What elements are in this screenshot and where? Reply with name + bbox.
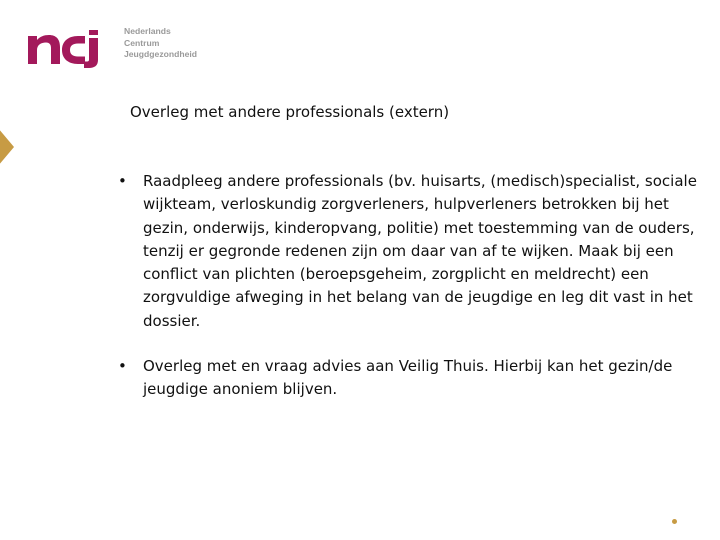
bullet-list — [118, 170, 698, 402]
logo-line: Jeugdgezondheid — [124, 49, 198, 59]
page-indicator-dot — [672, 519, 677, 524]
ncj-logo-mark-icon — [28, 30, 118, 68]
bullet-item — [118, 355, 698, 402]
ncj-logo — [28, 24, 208, 70]
bullet-text: Overleg met en vraag advies aan Veilig Thuis. Hierbij kan het gezin/de jeugdige anoniem blijven. — [143, 357, 673, 399]
slide-title: Overleg met andere professionals (extern) — [130, 103, 450, 121]
logo-line: Centrum — [124, 37, 160, 48]
bullet-text: Raadpleeg andere professionals (bv. huisarts, (medisch)specialist, sociale wijkteam, verloskundig zorgverleners, hulpverleners betrokken bij het gezin, onderwijs, kinderopvang, politie) met toestemming van de ouders, tenzij er gegronde redenen zijn om daar van af te wijken. Maak bij een conflict van plichten (beroepsgeheim, zorgplicht en meldrecht) een zorgvuldige afweging in het belang van de jeugdige en leg dit vast in het dossier. — [143, 172, 697, 330]
logo-text — [124, 26, 197, 61]
bullet-item — [118, 170, 698, 333]
logo-line: Nederlands — [124, 26, 171, 36]
bullet-symbol: • — [118, 172, 127, 190]
bullet-symbol: • — [118, 357, 127, 376]
slide-marker-icon — [0, 128, 14, 166]
